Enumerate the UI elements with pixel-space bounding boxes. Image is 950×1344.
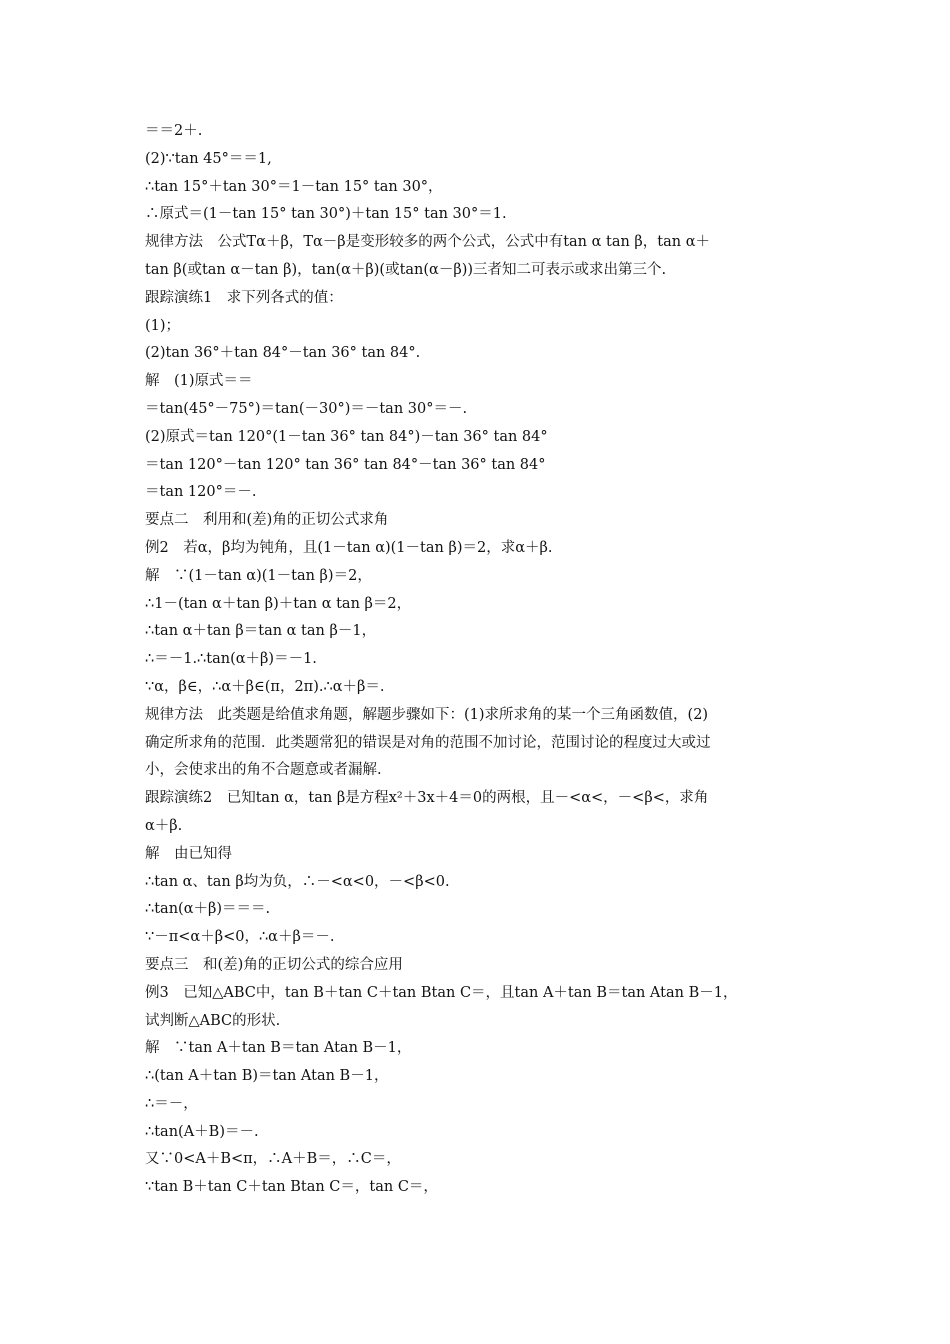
text-line: ∴tan(α＋β)＝＝＝. xyxy=(145,901,271,918)
example-line: 例2 若α，β均为钝角，且(1－tan α)(1－tan β)＝2，求α＋β. xyxy=(145,539,553,556)
document-body xyxy=(145,118,815,1202)
exercise-heading-line: 跟踪演练2 已知tan α，tan β是方程x²＋3x＋4＝0的两根，且－<α<，－<β<，求角 xyxy=(145,790,709,807)
method-heading-line: 规律方法 此类题是给值求角题，解题步骤如下：(1)求所求角的某一个三角函数值，(2) xyxy=(145,706,709,723)
text-line: ∴(tan A＋tan B)＝tan Atan B－1， xyxy=(145,1068,389,1085)
solution-line: 解 (1)原式＝＝ xyxy=(145,373,253,390)
solution-line: 解 ∵tan A＋tan B＝tan Atan B－1， xyxy=(145,1040,412,1057)
exercise-heading-line: 跟踪演练1 求下列各式的值： xyxy=(145,289,343,306)
text-line: ∴tan α＋tan β＝tan α tan β－1， xyxy=(145,623,377,640)
text-line: ∴＝－1.∴tan(α＋β)＝－1. xyxy=(145,651,317,668)
solution-line: 解 ∵(1－tan α)(1－tan β)＝2， xyxy=(145,567,372,584)
text-line: ∵－π<α＋β<0，∴α＋β＝－. xyxy=(145,929,335,946)
method-heading-line: 规律方法 公式Tα＋β，Tα－β是变形较多的两个公式，公式中有tan α tan β，tan α＋ xyxy=(145,234,711,251)
text-line: 确定所求角的范围．此类题常犯的错误是对角的范围不加讨论，范围讨论的程度过大或过 xyxy=(145,734,711,751)
section-heading-line: 要点二 利用和(差)角的正切公式求角 xyxy=(145,512,389,529)
solution-line: 解 由已知得 xyxy=(145,845,232,862)
text-line: ∴＝－， xyxy=(145,1095,198,1112)
text-line: 又∵0<A＋B<π，∴A＋B＝，∴C＝， xyxy=(145,1151,401,1168)
text-line: ∵tan B＋tan C＋tan Btan C＝，tan C＝， xyxy=(145,1179,438,1196)
text-line: ∴tan 15°＋tan 30°＝1－tan 15° tan 30°， xyxy=(145,178,443,195)
text-line: ＝tan 120°＝－. xyxy=(145,484,257,501)
text-line: ∴tan α、tan β均为负，∴－<α<0，－<β<0. xyxy=(145,873,450,890)
text-line: ＝tan(45°－75°)＝tan(－30°)＝－tan 30°＝－. xyxy=(145,400,468,417)
text-line: ∴原式＝(1－tan 15° tan 30°)＋tan 15° tan 30°＝1. xyxy=(145,206,507,223)
text-line: (2)∵tan 45°＝＝1, xyxy=(145,150,272,167)
text-line: tan β(或tan α－tan β)，tan(α＋β)(或tan(α－β))三者知二可表示或求出第三个. xyxy=(145,261,667,278)
text-line: ＝tan 120°－tan 120° tan 36° tan 84°－tan 36° tan 84° xyxy=(145,456,546,473)
text-line: 试判断△ABC的形状. xyxy=(145,1012,281,1029)
text-line: (2)原式＝tan 120°(1－tan 36° tan 84°)－tan 36° tan 84° xyxy=(145,428,548,445)
section-heading-line: 要点三 和(差)角的正切公式的综合应用 xyxy=(145,956,403,973)
text-line: α＋β. xyxy=(145,817,183,834)
text-line: ∴1－(tan α＋tan β)＋tan α tan β＝2， xyxy=(145,595,412,612)
example-line: 例3 已知△ABC中，tan B＋tan C＋tan Btan C＝，且tan A＋tan B＝tan Atan B－1， xyxy=(145,984,738,1001)
text-line: ＝＝2＋. xyxy=(145,123,203,139)
text-line: ∵α，β∈，∴α＋β∈(π，2π).∴α＋β＝. xyxy=(145,678,385,695)
text-line: 小，会使求出的角不合题意或者漏解. xyxy=(145,762,382,779)
text-line: (2)tan 36°＋tan 84°－tan 36° tan 84°. xyxy=(145,345,421,362)
text-line: (1)； xyxy=(145,317,181,334)
text-line: ∴tan(A＋B)＝－. xyxy=(145,1123,259,1140)
